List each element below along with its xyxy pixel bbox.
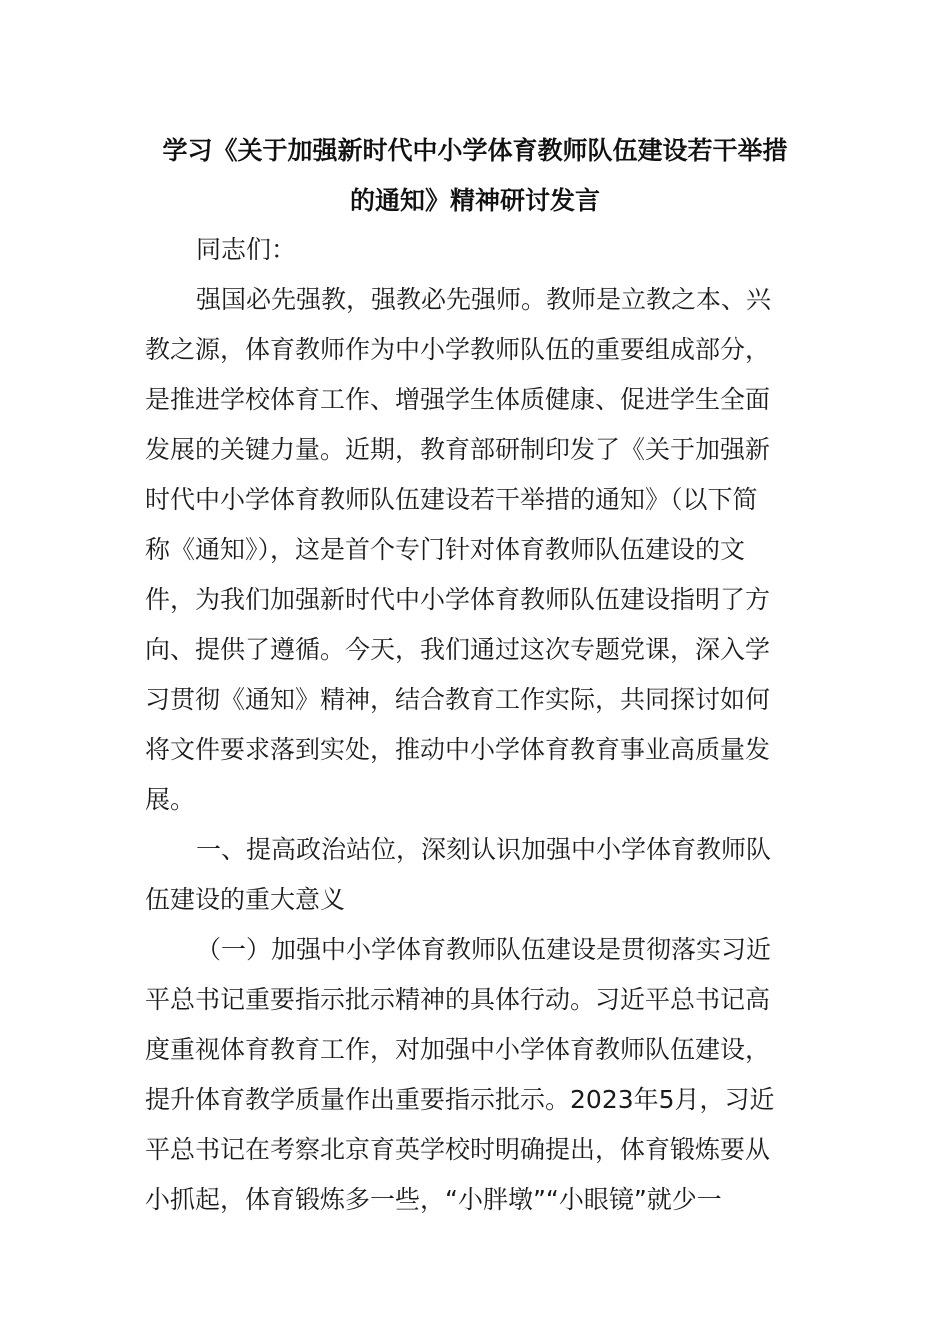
body-line: 强国必先强教，强教必先强师。教师是立教之本、兴 [196,285,772,314]
body-line: 度重视体育教育工作，对加强中小学体育教师队伍建设， [145,1035,771,1064]
section-heading-line: 一、提高政治站位，深刻认识加强中小学体育教师队 [196,835,772,864]
body-line: 件，为我们加强新时代中小学体育教师队伍建设指明了方 [145,585,771,614]
document-title-line-2: 的通知》精神研讨发言 [349,186,600,215]
body-line: 教之源，体育教师作为中小学教师队伍的重要组成部分， [145,335,771,364]
body-line: 向、提供了遵循。今天，我们通过这次专题党课，深入学 [145,635,771,664]
body-line: 发展的关键力量。近期，教育部研制印发了《关于加强新 [145,435,771,464]
body-line: 将文件要求落到实处，推动中小学体育教育事业高质量发 [145,735,771,764]
section-heading-line: 伍建设的重大意义 [145,885,346,914]
body-line: 称《通知》），这是首个专门针对体育教师队伍建设的文 [145,535,746,564]
body-line: （一）加强中小学体育教师队伍建设是贯彻落实习近 [196,935,772,964]
body-line: 习贯彻《通知》精神，结合教育工作实际，共同探讨如何 [145,685,771,714]
salutation: 同志们： [196,235,297,264]
body-line: 平总书记重要指示批示精神的具体行动。习近平总书记高 [145,985,771,1014]
body-line: 提升体育教学质量作出重要指示批示。2023年5月，习近 [145,1085,775,1114]
document-title-line-1: 学习《关于加强新时代中小学体育教师队伍建设若干举措 [162,136,788,165]
body-line: 是推进学校体育工作、增强学生体质健康、促进学生全面 [145,385,771,414]
body-line: 时代中小学体育教师队伍建设若干举措的通知》（以下简 [145,485,758,514]
body-line: 展。 [145,785,196,814]
body-line: 小抓起，体育锻炼多一些，“小胖墩”“小眼镜”就少一 [145,1185,722,1214]
body-line: 平总书记在考察北京育英学校时明确提出，体育锻炼要从 [145,1135,771,1164]
